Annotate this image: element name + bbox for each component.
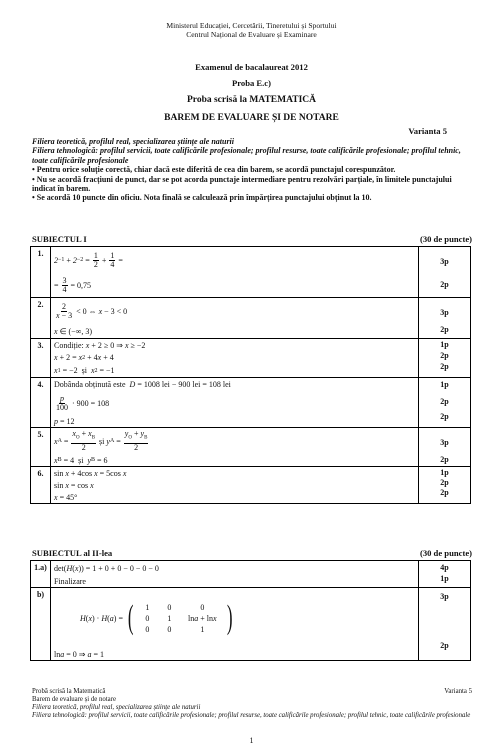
item-scores: 1p 2p 2p [419,339,471,378]
item-solution: Condiție: x + 2 ≥ 0 ⇒ x ≥ −2 x + 2 = x 2 + 4 x + 4 x 1 = −2 și x 2 = −1 [51,339,419,378]
filiera-tehnologica: Filiera tehnologică: profilul servicii, toate calificările profesionale; profilul resurse, toate calificările profesionale; profilul tehnic, toate calificările profesionale [32,146,461,165]
item-number: 5. [31,428,51,467]
footer-line-3: Filiera teoretică, profilul real, specializarea științe ale naturii [32,704,201,711]
item-number: 2. [31,298,51,339]
item-scores: 3p 2p [419,588,471,661]
intro-block [32,137,472,203]
table-row [31,561,471,588]
item-solution: H ( x ) · H ( a ) = ( 1 0 0 0 1 lna + lnx 0 0 1 ) ln a = 0 ⇒ a = 1 [51,588,419,661]
footer-line-2: Barem de evaluare și de notare [32,696,116,703]
item-scores: 1p 2p 2p [419,467,471,504]
filiera-teoretica: Filiera teoretică, profilul real, specializarea științe ale naturii [32,137,234,146]
proba-label: Proba E.c) [232,78,271,88]
item-number: b) [31,588,51,661]
item-number: 6. [31,467,51,504]
table-row [31,247,471,298]
item-solution: $\frac{2}{x - 3}$ < 0 ⇔ x − 3 < 0 x ∈ (−∞, 3) [51,298,419,339]
variant-label: Varianta 5 [408,126,447,136]
page-number: 1 [249,736,254,745]
product-matrix: ( 1 0 0 0 1 lna + lnx 0 0 1 ) [127,599,233,636]
subject2-heading [32,548,472,558]
table-row [31,467,471,504]
table-row [31,378,471,428]
barem-title: BAREM DE EVALUARE ȘI DE NOTARE [164,113,339,123]
footer-variant: Varianta 5 [444,688,472,695]
rule-bullet-2: • Nu se acordă fracțiuni de punct, dar se pot acorda punctaje intermediare pentru rezolvări parțiale, în limitele punctajului indicat în barem. [32,174,452,194]
subject-title: Proba scrisă la MATEMATICĂ [186,95,317,105]
item-scores: 1p 2p 2p [419,378,471,428]
table-row [31,298,471,339]
ministry-header [0,21,503,39]
subject1-heading [32,234,472,244]
footer-line-1: Probă scrisă la Matematică [32,688,106,695]
item-number: 3. [31,339,51,378]
table-row [31,588,471,661]
item-number: 1. [31,247,51,298]
subject2-points: (30 de puncte) [419,548,472,558]
ministry-line: Ministerul Educației, Cercetării, Tineretului și Sportului [166,21,337,30]
rule-bullet-3: • Se acordă 10 puncte din oficiu. Nota finală se calculează prin împărțirea punctajului obținut la 10. [32,193,372,203]
item-scores: 3p 2p [419,428,471,467]
subject2-table [30,560,471,661]
item-scores: 3p 2p [419,298,471,339]
footer-line-4: Filiera tehnologică: profilul servicii, toate calificările profesionale; profilul resurse, toate calificările profesionale; profilul tehnic, toate calificările profesionale [32,712,471,719]
item-number: 4. [31,378,51,428]
subject1-points: (30 de puncte) [419,234,472,244]
exam-title: Examenul de bacalaureat 2012 [195,62,308,72]
item-scores: 4p 1p [419,561,471,588]
center-line: Centrul Național de Evaluare și Examinare [186,30,317,39]
subject2-title: SUBIECTUL al II-lea [32,548,113,558]
item-solution: sin x + 4cos x = 5cos x sin x = cos x x = 45° [51,467,419,504]
item-solution: det( H ( x )) = 1 + 0 + 0 − 0 − 0 − 0 Finalizare [51,561,419,588]
item-solution: Dobânda obținută este D = 1008 lei − 900 lei = 108 lei $\frac{p}{100}$ · 900 = 108 p = 12 [51,378,419,428]
item-scores: 3p 2p [419,247,471,298]
rule-bullet-1: • Pentru orice soluție corectă, chiar dacă este diferită de cea din barem, se acordă punctajul corespunzător. [32,165,396,175]
item-number: 1.a) [31,561,51,588]
table-row [31,428,471,467]
item-solution: 2 −1 + 2 −2 = $\frac{1}{2}$ + $\frac{1}{4}$ = = $\frac{3}{4}$ = 0,75 [51,247,419,298]
subject1-title: SUBIECTUL I [32,234,87,244]
item-solution: x A = $\frac{x_O + x_B}{2}$ și y A = $\frac{y_O + y_B}{2}$ x B = 4 și y B = 6 [51,428,419,467]
subject1-table [30,246,471,504]
table-row [31,339,471,378]
footer [32,688,472,720]
